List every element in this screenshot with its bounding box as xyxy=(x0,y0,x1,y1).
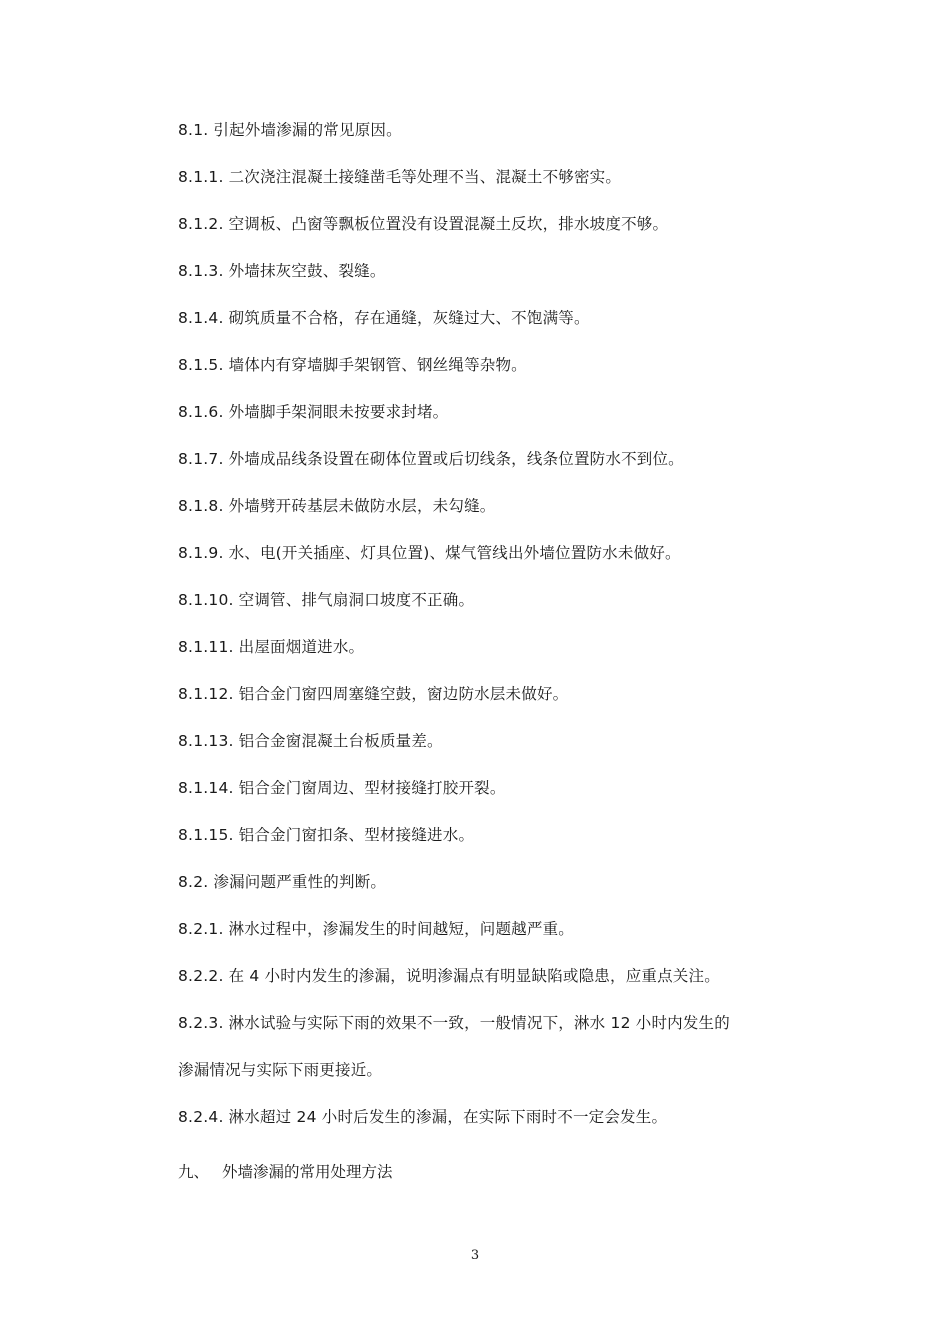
paragraph-text: 外墙脚手架洞眼未按要求封堵。 xyxy=(228,403,449,421)
paragraph-8-1 xyxy=(178,116,798,163)
paragraph-8-2-2 xyxy=(178,962,798,1009)
paragraph-8-1-5 xyxy=(178,351,798,398)
paragraph-8-2 xyxy=(178,868,798,915)
section-number: 8.1.11. xyxy=(178,638,234,656)
paragraph-text: 铝合金门窗周边、型材接缝打胶开裂。 xyxy=(238,779,506,797)
page-number: 3 xyxy=(470,1248,480,1263)
section-number: 8.1.13. xyxy=(178,732,234,750)
document-body xyxy=(178,116,798,1150)
section-number: 8.2.2. xyxy=(178,967,224,985)
section-number: 8.2. xyxy=(178,873,209,891)
section-number: 8.1. xyxy=(178,121,209,139)
paragraph-8-1-12 xyxy=(178,680,798,727)
section-number: 8.1.7. xyxy=(178,450,224,468)
paragraph-8-1-11 xyxy=(178,633,798,680)
paragraph-text: 出屋面烟道进水。 xyxy=(238,638,365,656)
section-number: 8.1.10. xyxy=(178,591,234,609)
section-number: 8.2.3. xyxy=(178,1014,224,1032)
chapter-heading xyxy=(178,1158,393,1186)
section-number: 8.1.2. xyxy=(178,215,224,233)
paragraph-text: 空调板、凸窗等飘板位置没有设置混凝土反坎，排水坡度不够。 xyxy=(228,215,669,233)
paragraph-8-1-10 xyxy=(178,586,798,633)
paragraph-8-1-4 xyxy=(178,304,798,351)
section-number: 8.1.9. xyxy=(178,544,224,562)
paragraph-8-2-3-continuation xyxy=(178,1056,798,1103)
paragraph-text: 砌筑质量不合格，存在通缝，灰缝过大、不饱满等。 xyxy=(228,309,590,327)
section-number: 8.1.4. xyxy=(178,309,224,327)
paragraph-8-1-3 xyxy=(178,257,798,304)
section-number: 8.1.12. xyxy=(178,685,234,703)
paragraph-8-1-13 xyxy=(178,727,798,774)
paragraph-text: 外墙抹灰空鼓、裂缝。 xyxy=(228,262,386,280)
paragraph-8-1-7 xyxy=(178,445,798,492)
section-number: 8.1.6. xyxy=(178,403,224,421)
paragraph-text: 淋水超过 24 小时后发生的渗漏，在实际下雨时不一定会发生。 xyxy=(228,1108,668,1126)
paragraph-text: 空调管、排气扇洞口坡度不正确。 xyxy=(238,591,475,609)
paragraph-8-2-4 xyxy=(178,1103,798,1150)
section-number: 8.2.4. xyxy=(178,1108,224,1126)
paragraph-8-1-2 xyxy=(178,210,798,257)
paragraph-8-1-8 xyxy=(178,492,798,539)
paragraph-text: 铝合金门窗扣条、型材接缝进水。 xyxy=(238,826,475,844)
paragraph-text: 水、电(开关插座、灯具位置)、煤气管线出外墙位置防水未做好。 xyxy=(228,544,681,562)
chapter-number: 九、 xyxy=(178,1163,210,1181)
paragraph-text: 渗漏情况与实际下雨更接近。 xyxy=(178,1061,383,1079)
paragraph-8-1-1 xyxy=(178,163,798,210)
section-number: 8.1.8. xyxy=(178,497,224,515)
paragraph-text: 外墙成品线条设置在砌体位置或后切线条，线条位置防水不到位。 xyxy=(228,450,684,468)
paragraph-text: 淋水试验与实际下雨的效果不一致，一般情况下，淋水 12 小时内发生的 xyxy=(228,1014,730,1032)
paragraph-8-1-9 xyxy=(178,539,798,586)
section-number: 8.1.5. xyxy=(178,356,224,374)
paragraph-text: 在 4 小时内发生的渗漏，说明渗漏点有明显缺陷或隐患，应重点关注。 xyxy=(228,967,720,985)
paragraph-text: 铝合金门窗四周塞缝空鼓，窗边防水层未做好。 xyxy=(238,685,569,703)
paragraph-text: 铝合金窗混凝土台板质量差。 xyxy=(238,732,443,750)
paragraph-text: 渗漏问题严重性的判断。 xyxy=(213,873,387,891)
paragraph-text: 二次浇注混凝土接缝凿毛等处理不当、混凝土不够密实。 xyxy=(228,168,622,186)
section-number: 8.2.1. xyxy=(178,920,224,938)
section-number: 8.1.1. xyxy=(178,168,224,186)
paragraph-text: 墙体内有穿墙脚手架钢管、钢丝绳等杂物。 xyxy=(228,356,527,374)
paragraph-8-2-3 xyxy=(178,1009,798,1056)
paragraph-text: 引起外墙渗漏的常见原因。 xyxy=(213,121,402,139)
paragraph-8-1-14 xyxy=(178,774,798,821)
section-number: 8.1.14. xyxy=(178,779,234,797)
chapter-title: 外墙渗漏的常用处理方法 xyxy=(222,1163,393,1181)
section-number: 8.1.15. xyxy=(178,826,234,844)
paragraph-8-1-6 xyxy=(178,398,798,445)
paragraph-8-1-15 xyxy=(178,821,798,868)
paragraph-text: 淋水过程中，渗漏发生的时间越短，问题越严重。 xyxy=(228,920,574,938)
paragraph-8-2-1 xyxy=(178,915,798,962)
section-number: 8.1.3. xyxy=(178,262,224,280)
paragraph-text: 外墙劈开砖基层未做防水层，未勾缝。 xyxy=(228,497,496,515)
